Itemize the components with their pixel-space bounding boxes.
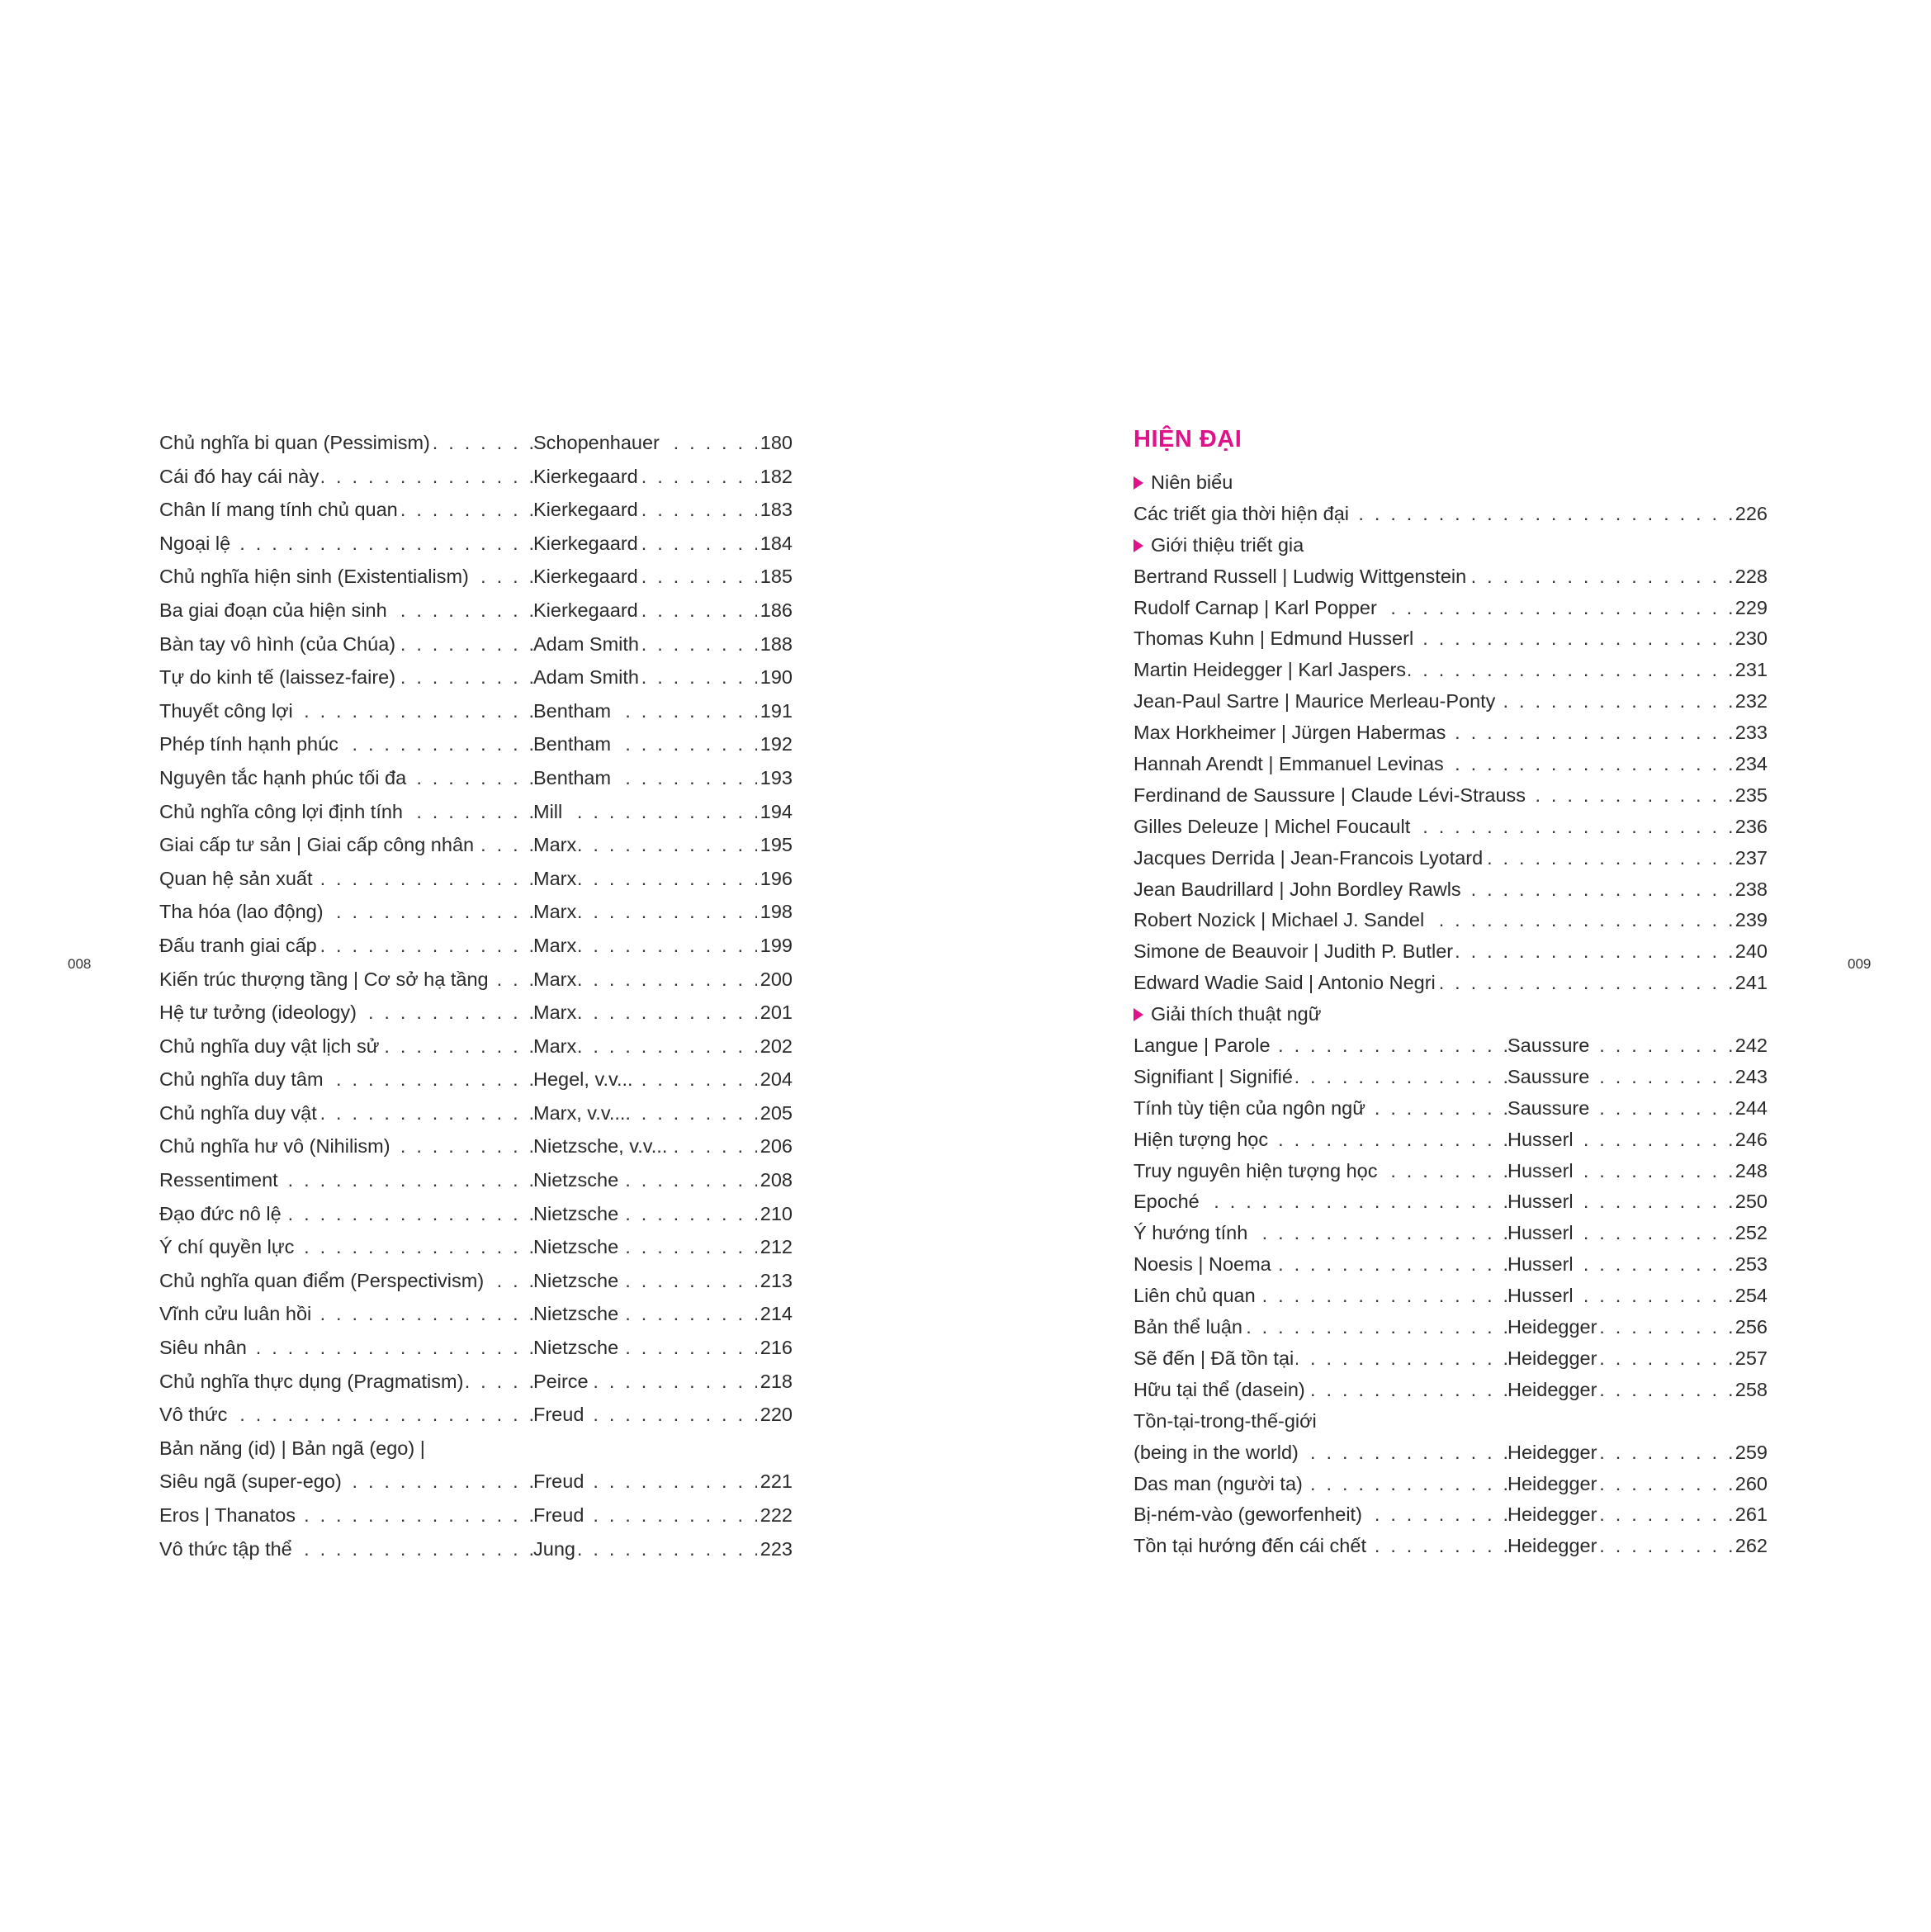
toc-entry <box>159 627 793 661</box>
toc-entry-page: 192 <box>757 727 793 761</box>
toc-entry-page: 218 <box>757 1365 793 1399</box>
toc-entry-title: Kiến trúc thượng tầng | Cơ sở hạ tầng <box>159 963 491 997</box>
toc-entry-page: 212 <box>757 1230 793 1264</box>
toc-entry-page: 184 <box>757 527 793 561</box>
toc-entry-title: Max Horkheimer | Jürgen Habermas <box>1134 717 1448 749</box>
right-page-number: 009 <box>1848 956 1872 972</box>
dot-leader <box>159 527 793 561</box>
toc-entry-author: Nietzsche <box>533 1197 621 1231</box>
toc-entry <box>1134 1531 1768 1562</box>
toc-entry-author: Saussure <box>1507 1093 1592 1125</box>
toc-entry-page: 213 <box>757 1264 793 1298</box>
toc-entry-page: 222 <box>757 1499 793 1532</box>
toc-entry-page: 194 <box>757 795 793 829</box>
toc-entry-page: 223 <box>757 1532 793 1566</box>
toc-entry-title: Liên chủ quan <box>1134 1281 1258 1312</box>
toc-entry-author: Bentham <box>533 694 613 728</box>
toc-entry <box>1134 1499 1768 1531</box>
toc-entry <box>159 1398 793 1432</box>
toc-entry-title: Ý hướng tính <box>1134 1218 1250 1249</box>
toc-entry <box>1134 1312 1768 1343</box>
toc-entry-page: 250 <box>1732 1186 1768 1218</box>
toc-entry-title: Nguyên tắc hạnh phúc tối đa <box>159 761 409 795</box>
toc-entry-page: 183 <box>757 493 793 527</box>
toc-entry-title: Vô thức <box>159 1398 230 1432</box>
toc-entry-author: Mill <box>533 795 565 829</box>
toc-entry-title: Eros | Thanatos <box>159 1499 298 1532</box>
toc-entry <box>1134 1062 1768 1093</box>
toc-entry-title: Sẽ đến | Đã tồn tại <box>1134 1343 1296 1375</box>
toc-entry-author: Saussure <box>1507 1062 1592 1093</box>
toc-entry-title: Tự do kinh tế (laissez-faire) <box>159 661 398 694</box>
toc-entry-page: 235 <box>1732 780 1768 812</box>
toc-entry-page: 259 <box>1732 1437 1768 1469</box>
toc-entry <box>159 795 793 829</box>
toc-entry-page: 186 <box>757 594 793 627</box>
toc-entry-title: Robert Nozick | Michael J. Sandel <box>1134 905 1427 936</box>
toc-entry-author: Heidegger <box>1507 1437 1599 1469</box>
toc-entry-author: Hegel, v.v... <box>533 1063 636 1096</box>
toc-entry-author: Husserl <box>1507 1281 1576 1312</box>
toc-entry <box>1134 780 1768 812</box>
toc-entry <box>159 1129 793 1163</box>
toc-entry <box>159 1264 793 1298</box>
toc-entry-author: Freud <box>533 1398 586 1432</box>
toc-entry-page: 244 <box>1732 1093 1768 1125</box>
toc-entry <box>159 594 793 627</box>
toc-entry-title: Hữu tại thể (dasein) <box>1134 1375 1308 1406</box>
toc-entry-title: Tồn tại hướng đến cái chết <box>1134 1531 1369 1562</box>
toc-entry <box>1134 749 1768 780</box>
toc-entry <box>159 1163 793 1197</box>
toc-entry <box>1134 1156 1768 1187</box>
toc-entry-author: Freud <box>533 1499 586 1532</box>
toc-entry-title: Cái đó hay cái này <box>159 460 321 494</box>
toc-entry-author: Heidegger <box>1507 1375 1599 1406</box>
toc-entry-author: Marx <box>533 828 579 862</box>
toc-entry <box>1134 561 1768 593</box>
toc-entry <box>159 1230 793 1264</box>
toc-entry-author: Marx <box>533 862 579 896</box>
toc-entry <box>159 996 793 1030</box>
toc-entry-author: Heidegger <box>1507 1469 1599 1500</box>
toc-entry-title: Ferdinand de Saussure | Claude Lévi-Strauss <box>1134 780 1528 812</box>
toc-entry-title: Hệ tư tưởng (ideology) <box>159 996 359 1030</box>
toc-entry-page: 208 <box>757 1163 793 1197</box>
toc-entry-author: Peirce <box>533 1365 591 1399</box>
toc-entry-page: 214 <box>757 1297 793 1331</box>
toc-entry-author: Marx <box>533 963 579 997</box>
toc-entry-author: Schopenhauer <box>533 426 662 460</box>
toc-entry <box>1134 968 1768 999</box>
toc-entry-title: Jean-Paul Sartre | Maurice Merleau-Ponty <box>1134 686 1498 717</box>
toc-entry-author: Kierkegaard <box>533 460 641 494</box>
toc-entry-page: 182 <box>757 460 793 494</box>
toc-subheading <box>1134 999 1768 1030</box>
toc-entry <box>1134 1469 1768 1500</box>
toc-entry-author: Marx, v.v.... <box>533 1096 633 1130</box>
toc-entry-author: Bentham <box>533 727 613 761</box>
toc-entry <box>159 862 793 896</box>
toc-entry-page: 204 <box>757 1063 793 1096</box>
triangle-bullet-icon <box>1134 476 1143 490</box>
toc-entry-title: Đạo đức nô lệ <box>159 1197 284 1231</box>
toc-entry-title: Truy nguyên hiện tượng học <box>1134 1156 1380 1187</box>
toc-entry-page: 198 <box>757 895 793 929</box>
toc-subheading-label: Giới thiệu triết gia <box>1151 533 1304 556</box>
toc-entry-author: Kierkegaard <box>533 493 641 527</box>
toc-entry-title: Rudolf Carnap | Karl Popper <box>1134 593 1380 624</box>
toc-entry <box>159 1297 793 1331</box>
toc-entry <box>159 560 793 594</box>
toc-entry-author: Jung <box>533 1532 578 1566</box>
toc-entry <box>159 929 793 963</box>
toc-entry-page: 234 <box>1732 749 1768 780</box>
toc-entry-title: Ressentiment <box>159 1163 281 1197</box>
toc-entry-title: Ý chí quyền lực <box>159 1230 296 1264</box>
toc-entry-title: Phép tính hạnh phúc <box>159 727 341 761</box>
toc-entry-page: 256 <box>1732 1312 1768 1343</box>
toc-entry-title: Quan hệ sản xuất <box>159 862 315 896</box>
toc-entry-author: Nietzsche <box>533 1264 621 1298</box>
toc-entry <box>159 828 793 862</box>
toc-entry-title: Epoché <box>1134 1186 1202 1218</box>
toc-entry-title: Hannah Arendt | Emmanuel Levinas <box>1134 749 1446 780</box>
toc-entry-title: (being in the world) <box>1134 1437 1301 1469</box>
toc-entry-page: 205 <box>757 1096 793 1130</box>
toc-entry <box>159 1096 793 1130</box>
toc-entry-title: Chủ nghĩa duy vật lịch sử <box>159 1030 382 1063</box>
toc-entry-title: Tính tùy tiện của ngôn ngữ <box>1134 1093 1368 1125</box>
toc-entry-author: Heidegger <box>1507 1499 1599 1531</box>
toc-entry-page: 221 <box>757 1465 793 1499</box>
toc-entry-author: Kierkegaard <box>533 527 641 561</box>
toc-entry <box>159 1030 793 1063</box>
toc-entry-author: Kierkegaard <box>533 594 641 627</box>
toc-entry-page: 199 <box>757 929 793 963</box>
toc-entry-author: Nietzsche, v.v... <box>533 1129 670 1163</box>
toc-entry-title: Chủ nghĩa duy vật <box>159 1096 319 1130</box>
toc-entry-title: Noesis | Noema <box>1134 1249 1274 1281</box>
toc-entry-page: 191 <box>757 694 793 728</box>
toc-entry-title: Giai cấp tư sản | Giai cấp công nhân <box>159 828 476 862</box>
toc-entry-page: 201 <box>757 996 793 1030</box>
toc-entry <box>159 1331 793 1365</box>
toc-entry <box>1134 812 1768 843</box>
toc-entry <box>1134 1406 1768 1437</box>
triangle-bullet-icon <box>1134 539 1143 552</box>
toc-entry-title: Bertrand Russell | Ludwig Wittgenstein <box>1134 561 1469 593</box>
toc-entry-author: Kierkegaard <box>533 560 641 594</box>
toc-subheading-label: Niên biểu <box>1151 471 1233 493</box>
toc-entry-title: Chủ nghĩa bi quan (Pessimism) <box>159 426 433 460</box>
toc-entry <box>1134 905 1768 936</box>
toc-entry-author: Marx <box>533 996 579 1030</box>
toc-entry <box>1134 1218 1768 1249</box>
toc-entry <box>159 895 793 929</box>
toc-entry-title: Langue | Parole <box>1134 1030 1273 1062</box>
toc-entry-title: Bị-ném-vào (geworfenheit) <box>1134 1499 1365 1531</box>
toc-entry <box>1134 1437 1768 1469</box>
triangle-bullet-icon <box>1134 1008 1143 1021</box>
toc-entry-title: Jean Baudrillard | John Bordley Rawls <box>1134 874 1464 906</box>
dot-leader <box>159 1398 793 1432</box>
toc-entry <box>159 963 793 997</box>
toc-entry-page: 246 <box>1732 1125 1768 1156</box>
toc-entry-author: Heidegger <box>1507 1343 1599 1375</box>
toc-entry-page: 229 <box>1732 593 1768 624</box>
toc-entry-page: 196 <box>757 862 793 896</box>
left-page-number: 008 <box>68 956 92 972</box>
toc-entry-author: Husserl <box>1507 1218 1576 1249</box>
toc-entry <box>1134 655 1768 686</box>
toc-entry-page: 180 <box>757 426 793 460</box>
toc-entry-author: Nietzsche <box>533 1230 621 1264</box>
toc-entry-title: Đấu tranh giai cấp <box>159 929 319 963</box>
toc-entry-page: 206 <box>757 1129 793 1163</box>
toc-entry-page: 216 <box>757 1331 793 1365</box>
toc-entry-title: Jacques Derrida | Jean-Francois Lyotard <box>1134 843 1485 874</box>
toc-entry-author: Husserl <box>1507 1186 1576 1218</box>
toc-entry <box>159 727 793 761</box>
toc-entry-author: Heidegger <box>1507 1312 1599 1343</box>
toc-entry-page: 233 <box>1732 717 1768 749</box>
right-toc-column <box>1134 467 1768 1562</box>
toc-entry-author: Adam Smith <box>533 627 641 661</box>
toc-entry <box>1134 1093 1768 1125</box>
toc-entry-page: 252 <box>1732 1218 1768 1249</box>
toc-entry-author: Husserl <box>1507 1125 1576 1156</box>
toc-entry <box>159 527 793 561</box>
toc-entry-title: Chủ nghĩa quan điểm (Perspectivism) <box>159 1264 486 1298</box>
toc-entry <box>159 761 793 795</box>
toc-entry-author: Heidegger <box>1507 1531 1599 1562</box>
toc-entry-page: 237 <box>1732 843 1768 874</box>
toc-entry-page: 231 <box>1732 655 1768 686</box>
toc-entry-page: 240 <box>1732 936 1768 968</box>
toc-entry-page: 220 <box>757 1398 793 1432</box>
toc-entry-title: Hiện tượng học <box>1134 1125 1271 1156</box>
toc-entry-page: 236 <box>1732 812 1768 843</box>
toc-entry <box>1134 1030 1768 1062</box>
toc-entry-author: Saussure <box>1507 1030 1592 1062</box>
toc-entry <box>1134 717 1768 749</box>
toc-entry-title: Simone de Beauvoir | Judith P. Butler <box>1134 936 1455 968</box>
toc-entry-title: Chủ nghĩa hiện sinh (Existentialism) <box>159 560 471 594</box>
toc-entry-title: Signifiant | Signifié <box>1134 1062 1295 1093</box>
toc-entry-author: Nietzsche <box>533 1163 621 1197</box>
toc-entry-title: Thuyết công lợi <box>159 694 296 728</box>
toc-entry-title: Vĩnh cửu luân hồi <box>159 1297 314 1331</box>
toc-entry-page: 261 <box>1732 1499 1768 1531</box>
toc-entry-page: 238 <box>1732 874 1768 906</box>
toc-entry-author: Marx <box>533 1030 579 1063</box>
toc-entry-page: 190 <box>757 661 793 694</box>
toc-entry-author: Freud <box>533 1465 586 1499</box>
toc-entry-title: Siêu ngã (super-ego) <box>159 1465 344 1499</box>
toc-entry-title: Bản thể luận <box>1134 1312 1245 1343</box>
toc-entry-title: Chân lí mang tính chủ quan <box>159 493 400 527</box>
toc-entry <box>159 426 793 460</box>
toc-entry-title: Các triết gia thời hiện đại <box>1134 499 1351 530</box>
toc-entry <box>159 1063 793 1096</box>
toc-entry <box>159 661 793 694</box>
toc-entry-page: 243 <box>1732 1062 1768 1093</box>
toc-entry <box>1134 1186 1768 1218</box>
toc-entry <box>1134 1125 1768 1156</box>
toc-entry-page: 253 <box>1732 1249 1768 1281</box>
toc-entry-page: 254 <box>1732 1281 1768 1312</box>
toc-entry-author: Marx <box>533 895 579 929</box>
toc-entry-page: 262 <box>1732 1531 1768 1562</box>
toc-entry <box>1134 623 1768 655</box>
toc-entry-author: Marx <box>533 929 579 963</box>
toc-entry-title: Tha hóa (lao động) <box>159 895 326 929</box>
toc-entry-page: 228 <box>1732 561 1768 593</box>
toc-subheading <box>1134 467 1768 499</box>
toc-entry <box>1134 874 1768 906</box>
toc-entry <box>1134 499 1768 530</box>
toc-entry-page: 239 <box>1732 905 1768 936</box>
toc-entry-title: Gilles Deleuze | Michel Foucault <box>1134 812 1413 843</box>
toc-entry-title: Bản năng (id) | Bản ngã (ego) | <box>159 1432 428 1466</box>
toc-entry-title: Chủ nghĩa thực dụng (Pragmatism) <box>159 1365 466 1399</box>
left-toc-column <box>159 426 793 1565</box>
toc-subheading <box>1134 530 1768 561</box>
toc-entry-page: 242 <box>1732 1030 1768 1062</box>
toc-entry-page: 195 <box>757 828 793 862</box>
toc-entry <box>159 1499 793 1532</box>
toc-entry <box>159 1465 793 1499</box>
toc-entry-author: Adam Smith <box>533 661 641 694</box>
toc-entry-title: Bàn tay vô hình (của Chúa) <box>159 627 398 661</box>
toc-entry-title: Tồn-tại-trong-thế-giới <box>1134 1406 1319 1437</box>
toc-entry-title: Thomas Kuhn | Edmund Husserl <box>1134 623 1416 655</box>
toc-entry <box>159 1532 793 1566</box>
toc-entry-page: 260 <box>1732 1469 1768 1500</box>
toc-entry <box>159 1197 793 1231</box>
toc-entry <box>159 493 793 527</box>
toc-entry-title: Das man (người ta) <box>1134 1469 1305 1500</box>
toc-entry-page: 185 <box>757 560 793 594</box>
toc-entry-title: Ngoại lệ <box>159 527 233 561</box>
toc-entry-title: Chủ nghĩa hư vô (Nihilism) <box>159 1129 393 1163</box>
toc-entry-page: 232 <box>1732 686 1768 717</box>
toc-entry <box>1134 1343 1768 1375</box>
toc-entry-author: Husserl <box>1507 1156 1576 1187</box>
toc-entry-page: 230 <box>1732 623 1768 655</box>
toc-entry-page: 210 <box>757 1197 793 1231</box>
toc-entry-title: Edward Wadie Said | Antonio Negri <box>1134 968 1438 999</box>
toc-entry-page: 202 <box>757 1030 793 1063</box>
toc-entry-author: Nietzsche <box>533 1331 621 1365</box>
toc-entry <box>1134 593 1768 624</box>
toc-entry <box>1134 1281 1768 1312</box>
dot-leader <box>1134 1186 1768 1218</box>
section-title-modern: HIỆN ĐẠI <box>1134 426 1242 452</box>
toc-entry-author: Husserl <box>1507 1249 1576 1281</box>
dot-leader <box>159 1331 793 1365</box>
toc-entry-page: 257 <box>1732 1343 1768 1375</box>
toc-entry-page: 188 <box>757 627 793 661</box>
toc-entry-page: 226 <box>1732 499 1768 530</box>
toc-entry <box>159 694 793 728</box>
toc-entry-title: Martin Heidegger | Karl Jaspers <box>1134 655 1408 686</box>
toc-entry-page: 241 <box>1732 968 1768 999</box>
toc-entry <box>1134 1249 1768 1281</box>
toc-entry-page: 248 <box>1732 1156 1768 1187</box>
toc-entry-title: Chủ nghĩa công lợi định tính <box>159 795 405 829</box>
toc-entry-title: Vô thức tập thể <box>159 1532 295 1566</box>
toc-subheading-label: Giải thích thuật ngữ <box>1151 1003 1322 1025</box>
toc-entry-page: 193 <box>757 761 793 795</box>
toc-entry <box>159 1365 793 1399</box>
toc-entry-page: 200 <box>757 963 793 997</box>
toc-entry-author: Nietzsche <box>533 1297 621 1331</box>
toc-entry <box>1134 843 1768 874</box>
toc-entry-title: Ba giai đoạn của hiện sinh <box>159 594 390 627</box>
toc-entry <box>159 460 793 494</box>
toc-entry-author: Bentham <box>533 761 613 795</box>
toc-entry <box>1134 686 1768 717</box>
toc-entry <box>159 1432 793 1466</box>
toc-entry-title: Chủ nghĩa duy tâm <box>159 1063 326 1096</box>
toc-entry <box>1134 936 1768 968</box>
toc-entry <box>1134 1375 1768 1406</box>
toc-entry-title: Siêu nhân <box>159 1331 249 1365</box>
toc-entry-page: 258 <box>1732 1375 1768 1406</box>
